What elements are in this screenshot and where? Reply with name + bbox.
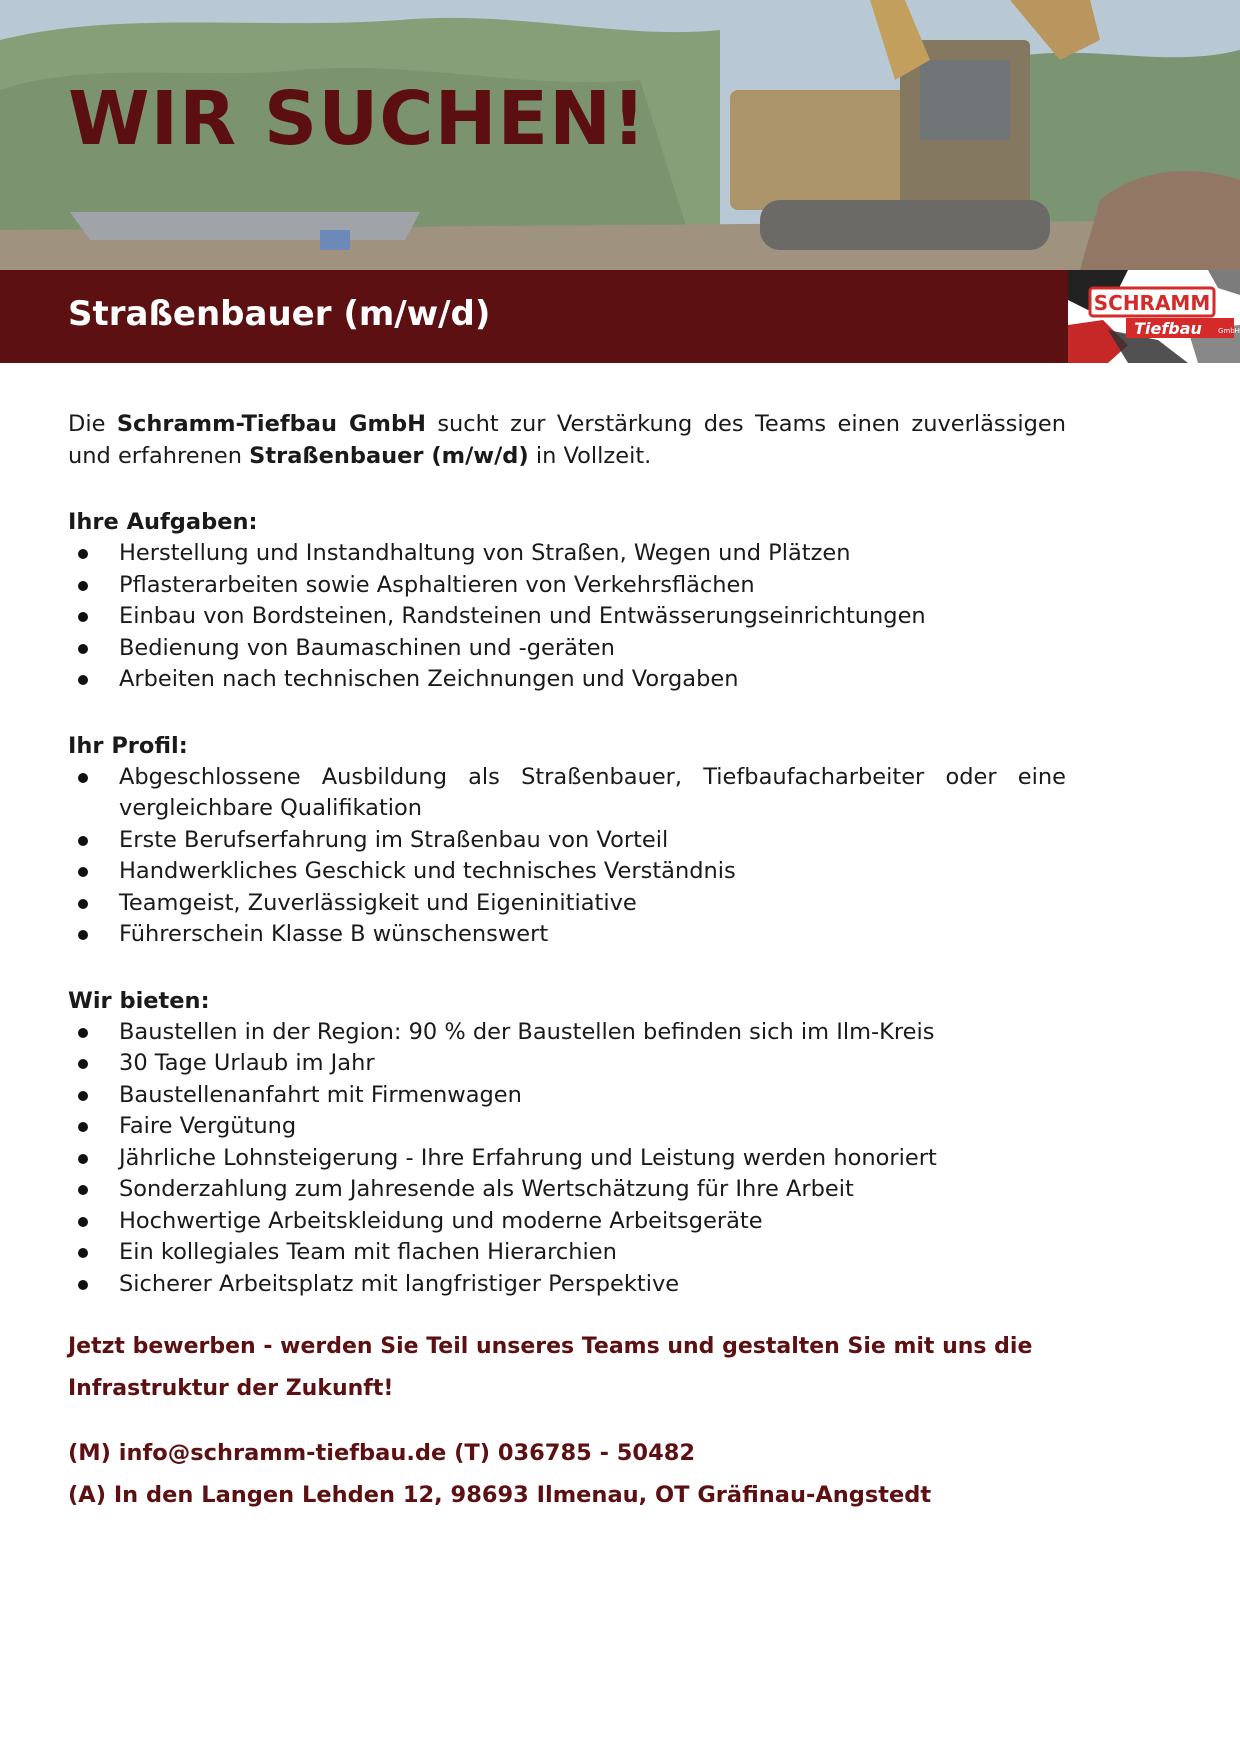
section-heading: Wir bieten: (68, 987, 210, 1014)
bullet-icon (78, 581, 88, 591)
intro-text-2: sucht zur Verstärkung des Teams einen zuverlässigen und erfahrenen (68, 411, 1066, 469)
list-item (68, 633, 1066, 665)
list-item-text: Hochwertige Arbeitskleidung und moderne Arbeitsgeräte (119, 1207, 763, 1234)
role-name: Straßenbauer (m/w/d) (249, 443, 529, 469)
list-item-text: Faire Vergütung (119, 1113, 297, 1139)
job-description (68, 408, 1066, 1516)
bullet-icon (78, 867, 88, 877)
list-item-text: Sonderzahlung zum Jahresende als Wertschätzung für Ihre Arbeit (119, 1176, 854, 1202)
intro-text-3: in Vollzeit. (528, 443, 652, 469)
header-photo (0, 0, 1240, 270)
list-item-text: Baustellen in der Region: 90 % der Baustellen befinden sich im Ilm-Kreis (119, 1018, 935, 1045)
list-item (68, 1048, 1066, 1080)
list-item-text: Teamgeist, Zuverlässigkeit und Eigeninitiative (119, 889, 637, 916)
company-name: Schramm-Tiefbau GmbH (116, 411, 426, 437)
task-list (68, 538, 1066, 696)
list-item (68, 1143, 1066, 1175)
list-item-text: 30 Tage Urlaub im Jahr (119, 1050, 375, 1076)
list-item-text: Handwerkliches Geschick und technisches Verständnis (119, 858, 736, 884)
list-item-text: Führerschein Klasse B wünschenswert (119, 921, 549, 947)
list-item-text: Sicherer Arbeitsplatz mit langfristiger Perspektive (119, 1270, 680, 1297)
list-item-text: Ein kollegiales Team mit flachen Hierarchien (119, 1239, 617, 1265)
list-item-text: Abgeschlossene Ausbildung als Straßenbauer, Tiefbaufacharbeiter oder eine vergleichbare Qualifikation (119, 763, 1066, 821)
section-benefits (68, 985, 1066, 1301)
contact-info (68, 1432, 1066, 1516)
list-item-text: Einbau von Bordsteinen, Randsteinen und Entwässerungseinrichtungen (119, 603, 926, 629)
bullet-icon (78, 1280, 88, 1290)
bullet-icon (78, 1091, 88, 1101)
list-item-text: Arbeiten nach technischen Zeichnungen und Vorgaben (119, 666, 739, 692)
bullet-icon (78, 773, 88, 783)
list-item (68, 888, 1066, 920)
bullet-icon (78, 1185, 88, 1195)
list-item (68, 1174, 1066, 1206)
list-item (68, 919, 1066, 951)
bullet-icon (78, 1217, 88, 1227)
profile-list (68, 762, 1066, 951)
list-item-text: Erste Berufserfahrung im Straßenbau von Vorteil (119, 826, 669, 853)
list-item (68, 1206, 1066, 1238)
list-item (68, 1111, 1066, 1143)
job-title: Straßenbauer (m/w/d) (68, 294, 491, 334)
list-item (68, 601, 1066, 633)
page-headline: WIR SUCHEN! (68, 76, 647, 162)
list-item-text: Pflasterarbeiten sowie Asphaltieren von Verkehrsflächen (119, 571, 755, 598)
intro-paragraph (68, 408, 1066, 472)
bullet-icon (78, 612, 88, 622)
bullet-icon (78, 930, 88, 940)
contact-email-phone[interactable]: (M) info@schramm-tiefbau.de (T) 036785 - 50482 (68, 1440, 696, 1466)
list-item (68, 664, 1066, 696)
bullet-icon (78, 899, 88, 909)
bullet-icon (78, 836, 88, 846)
list-item (68, 762, 1066, 825)
bullet-icon (78, 1028, 88, 1038)
list-item (68, 1017, 1066, 1049)
list-item-text: Bedienung von Baumaschinen und -geräten (119, 634, 615, 661)
bullet-icon (78, 1059, 88, 1069)
bullet-icon (78, 549, 88, 559)
list-item (68, 1269, 1066, 1301)
list-item (68, 1237, 1066, 1269)
list-item (68, 538, 1066, 570)
bullet-icon (78, 644, 88, 654)
logo-image (1068, 270, 1240, 363)
section-heading: Ihre Aufgaben: (68, 509, 258, 535)
bullet-icon (78, 1154, 88, 1164)
bullet-icon (78, 1122, 88, 1132)
list-item-text: Jährliche Lohnsteigerung - Ihre Erfahrung und Leistung werden honoriert (119, 1144, 937, 1171)
list-item (68, 570, 1066, 602)
contact-address: (A) In den Langen Lehden 12, 98693 Ilmenau, OT Gräfinau-Angstedt (68, 1482, 932, 1508)
list-item (68, 1080, 1066, 1112)
bullet-icon (78, 1248, 88, 1258)
intro-text-1: Die (68, 411, 117, 437)
logo-sub-text: Tiefbau (1134, 319, 1202, 338)
list-item (68, 856, 1066, 888)
section-profile (68, 730, 1066, 951)
list-item (68, 825, 1066, 857)
benefits-list (68, 1017, 1066, 1301)
logo-brand-text: SCHRAMM (1093, 291, 1211, 315)
job-title-bar (0, 270, 1068, 363)
list-item-text: Herstellung und Instandhaltung von Straßen, Wegen und Plätzen (119, 540, 851, 566)
company-logo (1068, 270, 1240, 363)
call-to-action: Jetzt bewerben - werden Sie Teil unseres Teams und gestalten Sie mit uns die Infrastruktur der Zukunft! (68, 1334, 1033, 1401)
section-heading: Ihr Profil: (68, 732, 188, 759)
bullet-icon (78, 675, 88, 685)
logo-suffix-text: GmbH (1218, 327, 1240, 335)
list-item-text: Baustellenanfahrt mit Firmenwagen (119, 1081, 522, 1108)
section-tasks (68, 506, 1066, 696)
